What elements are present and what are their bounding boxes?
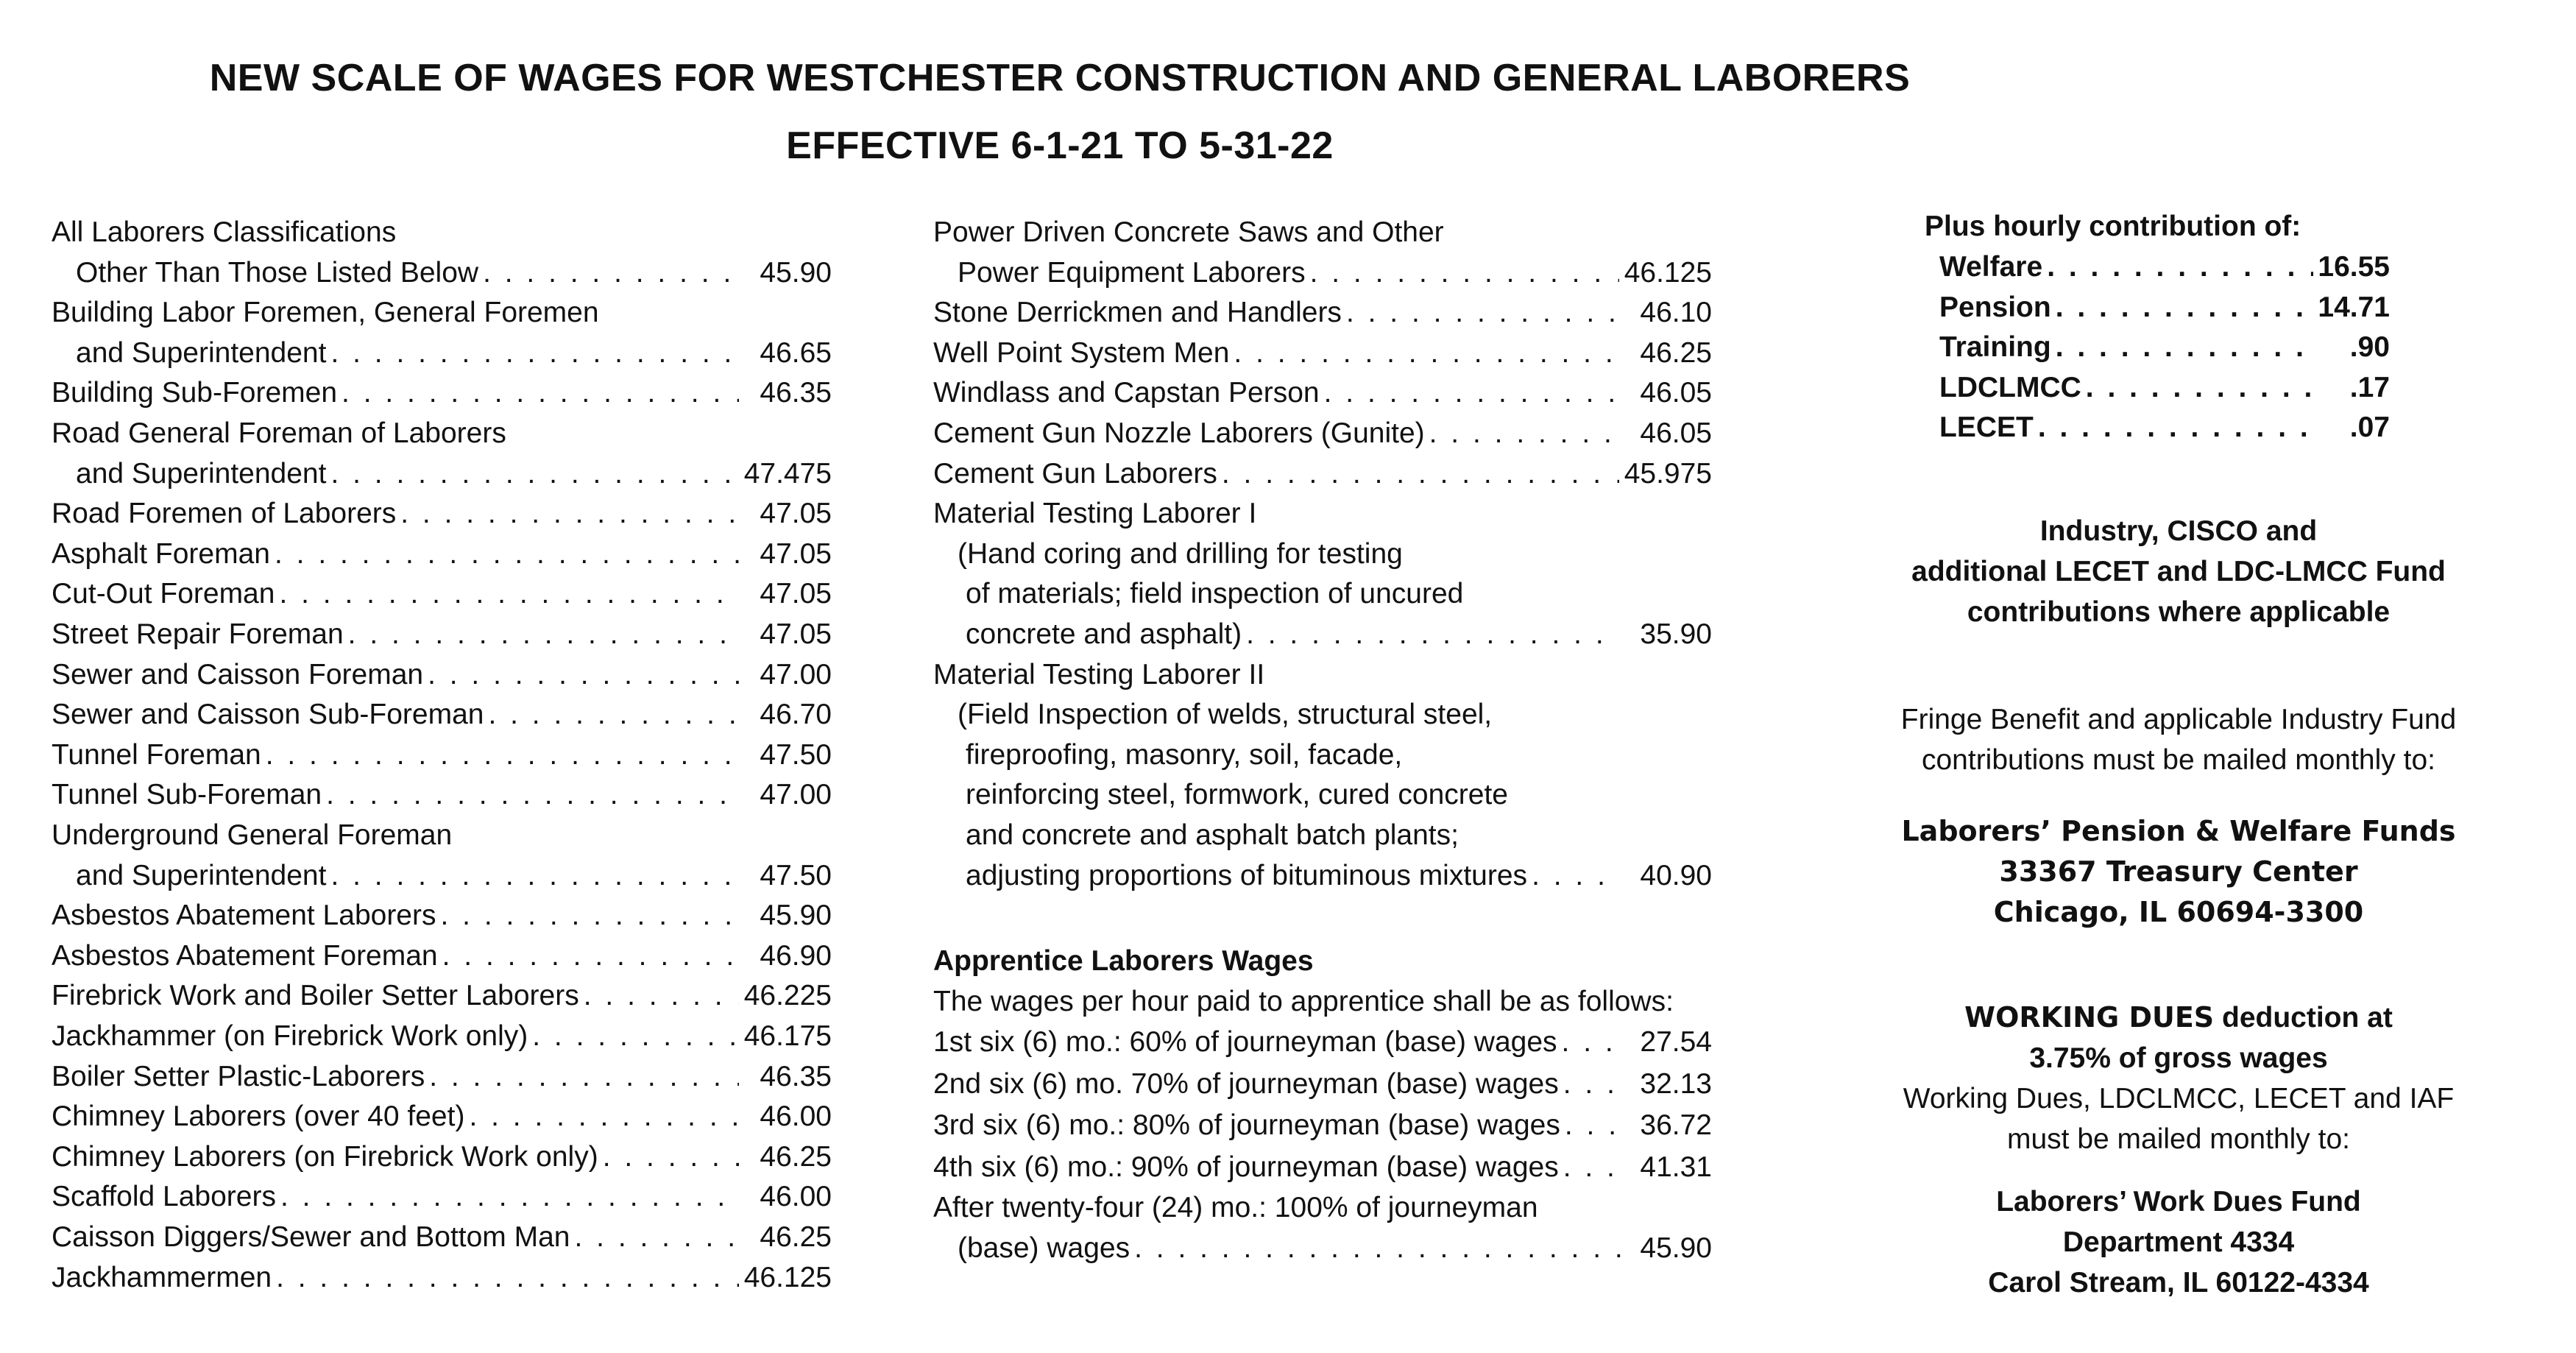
classification-label: Windlass and Capstan Person [933, 377, 1320, 409]
classification-label: Tunnel Sub-Foreman [52, 779, 322, 811]
wage-value: 47.475 [743, 457, 832, 490]
leader-dots [429, 1056, 739, 1097]
wage-row [52, 1096, 832, 1137]
leader-dots [483, 252, 739, 293]
wage-row [1939, 287, 2390, 328]
leader-dots [330, 855, 739, 896]
wage-value: 47.00 [760, 658, 832, 690]
wage-value: 41.31 [1640, 1151, 1712, 1183]
leader-dots [1222, 453, 1619, 494]
wage-row [52, 212, 832, 252]
industry-note: Industry, CISCO and additional LECET and LDC-LMCC Fund contributions where applicable [1911, 515, 2446, 628]
leader-dots [1310, 252, 1619, 293]
wage-value: 46.00 [760, 1181, 832, 1213]
apprentice-intro: The wages per hour paid to apprentice shall be as follows: [933, 986, 1674, 1017]
classification-label: LECET [1939, 411, 2034, 444]
wage-row [933, 534, 1712, 574]
wage-value: .07 [2349, 411, 2390, 444]
wage-value: 46.70 [760, 699, 832, 731]
classification-label: Cut-Out Foreman [52, 578, 275, 610]
wage-row [1939, 247, 2390, 287]
wage-value: 36.72 [1640, 1109, 1712, 1141]
leader-dots [1429, 413, 1619, 453]
leader-dots [2086, 367, 2315, 408]
leader-dots [1246, 614, 1619, 654]
wage-value: 46.125 [743, 1261, 832, 1293]
classification-label: Scaffold Laborers [52, 1181, 276, 1213]
leader-dots [428, 654, 739, 695]
wage-row [52, 774, 832, 815]
classification-label: Welfare [1939, 251, 2043, 283]
leader-dots [1324, 372, 1619, 413]
working-dues-note: WORKING DUES deduction at 3.75% of gross wages Working Dues, LDCLMCC, LECET and IAF must be mailed monthly to: [1855, 997, 2502, 1159]
classification-label: 4th six (6) mo.: 90% of journeyman (base) wages [933, 1151, 1559, 1183]
leader-dots [276, 1257, 739, 1298]
wage-value: 47.05 [760, 618, 832, 650]
classification-label: Building Sub-Foremen [52, 377, 338, 409]
leader-dots [469, 1096, 739, 1137]
wage-value: .17 [2349, 371, 2390, 403]
leader-dots [442, 936, 739, 976]
leader-dots [1346, 292, 1619, 333]
wage-row [52, 614, 832, 654]
leader-dots [1234, 333, 1619, 373]
wage-row [52, 975, 832, 1016]
classification-label: reinforcing steel, formwork, cured concrete [966, 779, 1508, 811]
wage-row [933, 333, 1712, 373]
wage-value: 14.71 [2318, 291, 2390, 323]
wage-row [52, 1176, 832, 1217]
wage-value: 45.90 [760, 900, 832, 932]
classification-label: Sewer and Caisson Sub-Foreman [52, 699, 484, 731]
wage-row [52, 1137, 832, 1177]
classification-label: Pension [1939, 291, 2051, 323]
classification-label: Power Equipment Laborers [958, 256, 1306, 289]
wage-value: 46.225 [743, 980, 832, 1012]
wage-row [933, 855, 1712, 896]
classification-label: Chimney Laborers (over 40 feet) [52, 1101, 465, 1133]
classification-label: Tunnel Foreman [52, 738, 261, 771]
classification-label: Jackhammer (on Firebrick Work only) [52, 1020, 528, 1052]
wage-value: 35.90 [1640, 618, 1712, 650]
classification-label: 1st six (6) mo.: 60% of journeyman (base) wages [933, 1026, 1557, 1058]
wage-value: 47.05 [760, 578, 832, 610]
leader-dots [440, 895, 739, 936]
classification-label: adjusting proportions of bituminous mixtures [966, 859, 1528, 891]
leader-dots [279, 573, 739, 614]
classification-label: Stone Derrickmen and Handlers [933, 297, 1342, 329]
wage-value: 46.05 [1640, 417, 1712, 449]
classification-label: 3rd six (6) mo.: 80% of journeyman (base) wages [933, 1109, 1560, 1141]
apprentice-heading: Apprentice Laborers Wages [933, 945, 1314, 977]
leader-dots [1532, 855, 1619, 896]
classification-label: Asphalt Foreman [52, 537, 270, 570]
wage-row [52, 855, 832, 896]
wage-row [52, 1016, 832, 1056]
apprentice-final-label: (base) wages [958, 1232, 1130, 1264]
classification-label: Cement Gun Nozzle Laborers (Gunite) [933, 417, 1425, 449]
wage-row [933, 1105, 1712, 1145]
wage-row [52, 453, 832, 494]
wage-value: 47.05 [760, 537, 832, 570]
working-dues-label: WORKING DUES [1964, 1001, 2215, 1034]
classification-label: 2nd six (6) mo. 70% of journeyman (base) wages [933, 1067, 1559, 1100]
leader-dots [1134, 1228, 1627, 1268]
wage-row [52, 573, 832, 614]
dues-fund-address: Laborers’ Work Dues Fund Department 4334 Carol Stream, IL 60122-4334 [1988, 1186, 2369, 1299]
wage-value: 16.55 [2318, 251, 2390, 283]
wage-row [933, 252, 1712, 293]
pension-fund-address: Laborers’ Pension & Welfare Funds 33367 Treasury Center Chicago, IL 60694-3300 [1901, 815, 2456, 928]
wage-row [933, 815, 1712, 855]
leader-dots [2038, 407, 2315, 448]
leader-dots [2047, 247, 2313, 287]
wage-row [52, 1257, 832, 1298]
wage-value: 47.50 [760, 738, 832, 771]
wage-value: 46.00 [760, 1101, 832, 1133]
wage-row [933, 735, 1712, 775]
wage-row [933, 774, 1712, 815]
leader-dots [326, 774, 739, 815]
wage-row [52, 372, 832, 413]
leader-dots [342, 372, 739, 413]
leader-dots [400, 493, 739, 534]
wage-value: 47.05 [760, 498, 832, 530]
classification-label: and Superintendent [76, 336, 327, 369]
classification-label: Chimney Laborers (on Firebrick Work only) [52, 1140, 598, 1173]
classification-label: Cement Gun Laborers [933, 457, 1217, 490]
wage-value: 32.13 [1640, 1067, 1712, 1100]
wage-row [52, 735, 832, 775]
classification-label: Underground General Foreman [52, 819, 453, 851]
wage-row [933, 372, 1712, 413]
classification-label: Material Testing Laborer I [933, 498, 1257, 530]
wage-row [933, 453, 1712, 494]
classification-label: All Laborers Classifications [52, 216, 397, 248]
classification-label: and concrete and asphalt batch plants; [966, 819, 1459, 851]
dues-rate: 3.75% of gross wages [2029, 1042, 2328, 1074]
wage-row [52, 895, 832, 936]
wage-row [933, 413, 1712, 453]
wage-row [52, 333, 832, 373]
classification-label: Asbestos Abatement Foreman [52, 939, 438, 972]
wage-row [52, 1217, 832, 1257]
classification-label: Caisson Diggers/Sewer and Bottom Man [52, 1221, 570, 1253]
wage-row [933, 654, 1712, 695]
wage-row [52, 493, 832, 534]
classification-label: Material Testing Laborer II [933, 658, 1265, 690]
wage-row [52, 413, 832, 453]
wage-row [52, 252, 832, 293]
leader-dots [584, 975, 739, 1016]
leader-dots [280, 1176, 739, 1217]
leader-dots [330, 453, 739, 494]
wage-row [933, 292, 1712, 333]
page-title: NEW SCALE OF WAGES FOR WESTCHESTER CONSTRUCTION AND GENERAL LABORERS [209, 57, 1911, 99]
classification-label: Sewer and Caisson Foreman [52, 658, 424, 690]
apprentice-final-row [933, 1228, 1712, 1268]
leader-dots [488, 694, 739, 735]
leader-dots [532, 1016, 739, 1056]
leader-dots [1565, 1105, 1627, 1145]
wage-row [933, 614, 1712, 654]
wage-row [52, 815, 832, 855]
contribution-heading: Plus hourly contribution of: [1925, 211, 2301, 242]
wage-row [933, 694, 1712, 735]
effective-dates: EFFECTIVE 6-1-21 TO 5-31-22 [786, 124, 1334, 167]
wage-row [1939, 367, 2390, 408]
wage-value: 46.25 [760, 1221, 832, 1253]
wage-value: 47.50 [760, 859, 832, 891]
wage-row [52, 1056, 832, 1097]
leader-dots [2056, 287, 2314, 328]
wage-value: 47.00 [760, 779, 832, 811]
wage-value: .90 [2349, 331, 2390, 364]
apprentice-final-value: 45.90 [1640, 1232, 1712, 1264]
classification-label: Asbestos Abatement Laborers [52, 900, 436, 932]
classification-label: Training [1939, 331, 2051, 364]
wage-row [933, 1147, 1712, 1187]
classification-label: and Superintendent [76, 859, 327, 891]
fringe-note: Fringe Benefit and applicable Industry Fund contributions must be mailed monthly to: [1900, 704, 2457, 776]
wage-value: 27.54 [1640, 1026, 1712, 1058]
leader-dots [266, 735, 739, 775]
wage-value: 46.25 [1640, 336, 1712, 369]
wage-value: 46.25 [760, 1140, 832, 1173]
leader-dots [275, 534, 739, 574]
wage-row [933, 1064, 1712, 1104]
leader-dots [1562, 1022, 1627, 1062]
wage-row [1939, 407, 2390, 448]
wage-row [52, 292, 832, 333]
wage-value: 46.10 [1640, 297, 1712, 329]
wage-row [52, 534, 832, 574]
classification-label: (Hand coring and drilling for testing [958, 537, 1403, 570]
wage-row [52, 936, 832, 976]
classification-label: Street Repair Foreman [52, 618, 344, 650]
leader-dots [1563, 1147, 1627, 1187]
wage-value: 46.65 [760, 336, 832, 369]
classification-label: Firebrick Work and Boiler Setter Laborers [52, 980, 579, 1012]
classification-label: LDCLMCC [1939, 371, 2081, 403]
leader-dots [348, 614, 739, 654]
classification-label: (Field Inspection of welds, structural steel, [958, 699, 1493, 731]
wage-value: 46.35 [760, 1060, 832, 1092]
wage-row [1939, 327, 2390, 367]
wage-value: 46.35 [760, 377, 832, 409]
classification-label: Road General Foreman of Laborers [52, 417, 506, 449]
wage-row [933, 212, 1712, 252]
wage-value: 46.90 [760, 939, 832, 972]
leader-dots [575, 1217, 740, 1257]
wage-row [933, 573, 1712, 614]
classification-label: Building Labor Foremen, General Foremen [52, 297, 599, 329]
apprentice-final-line1: After twenty-four (24) mo.: 100% of journeyman [933, 1192, 1538, 1223]
wage-value: 40.90 [1640, 859, 1712, 891]
leader-dots [330, 333, 739, 373]
classification-label: concrete and asphalt) [966, 618, 1242, 650]
classification-label: Other Than Those Listed Below [76, 256, 479, 289]
classification-label: fireproofing, masonry, soil, facade, [966, 738, 1403, 771]
wage-value: 45.975 [1624, 457, 1712, 490]
wage-value: 45.90 [760, 256, 832, 289]
classification-label: Well Point System Men [933, 336, 1230, 369]
wage-row [52, 694, 832, 735]
wage-row [933, 493, 1712, 534]
wage-value: 46.125 [1624, 256, 1712, 289]
classification-label: Road Foremen of Laborers [52, 498, 397, 530]
classification-label: Power Driven Concrete Saws and Other [933, 216, 1444, 248]
classification-label: of materials; field inspection of uncured [966, 578, 1464, 610]
wage-row [52, 654, 832, 695]
wage-value: 46.175 [743, 1020, 832, 1052]
wage-value: 46.05 [1640, 377, 1712, 409]
leader-dots [2056, 327, 2315, 367]
leader-dots [1563, 1064, 1627, 1104]
classification-label: and Superintendent [76, 457, 327, 490]
classification-label: Boiler Setter Plastic-Laborers [52, 1060, 425, 1092]
classification-label: Jackhammermen [52, 1261, 272, 1293]
wage-row [933, 1022, 1712, 1062]
leader-dots [603, 1137, 739, 1177]
